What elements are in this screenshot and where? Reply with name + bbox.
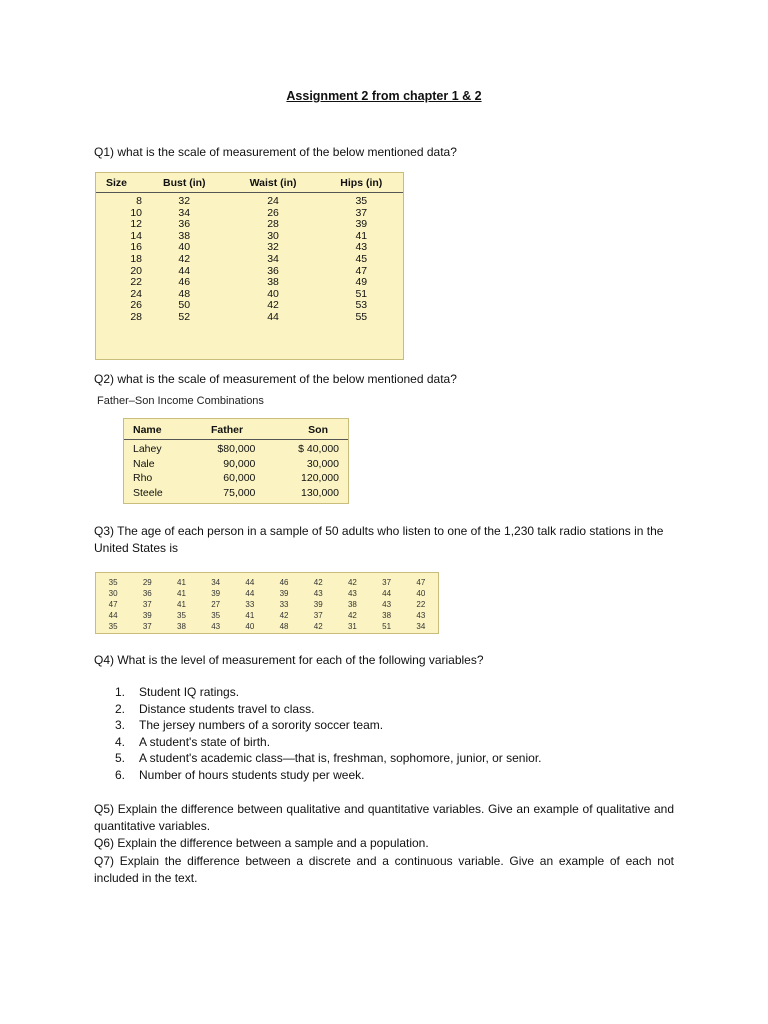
waist-cell: 30 xyxy=(267,229,279,242)
waist-cell: 34 xyxy=(267,252,279,265)
size-table-header-row xyxy=(96,173,403,193)
age-cell: 31 xyxy=(347,622,357,631)
waist-cell: 36 xyxy=(267,264,279,277)
list-item-number: 2. xyxy=(115,701,126,716)
size-table xyxy=(95,172,404,360)
bust-cell: 32 xyxy=(178,195,191,207)
list-item-number: 3. xyxy=(115,718,126,732)
list-item xyxy=(115,717,542,734)
size-cell: 22 xyxy=(130,276,142,289)
age-cell: 33 xyxy=(245,600,255,609)
income-table-row xyxy=(124,440,348,457)
income-table-row xyxy=(124,486,348,501)
age-cell: 41 xyxy=(177,578,186,587)
size-cell: 28 xyxy=(130,310,142,323)
waist-cell: 44 xyxy=(267,310,279,323)
question-6: Q6) Explain the difference between a sample and a population. xyxy=(94,836,429,850)
waist-header: Waist (in) xyxy=(227,173,320,193)
age-cell: 40 xyxy=(245,622,255,631)
hips-cell: 49 xyxy=(355,276,368,289)
hips-cell: 45 xyxy=(355,252,368,265)
size-table-row xyxy=(96,277,403,289)
waist-cell: 42 xyxy=(267,299,279,312)
bust-cell: 42 xyxy=(178,252,191,265)
page-title: Assignment 2 from chapter 1 & 2 xyxy=(286,89,482,103)
age-cell: 37 xyxy=(142,622,152,631)
waist-cell: 28 xyxy=(267,218,279,231)
name-cell: Rho xyxy=(133,472,153,484)
income-table-row xyxy=(124,471,348,486)
age-cell: 48 xyxy=(279,622,289,631)
age-cell: 38 xyxy=(177,622,186,631)
age-cell: 34 xyxy=(211,578,221,587)
bust-header: Bust (in) xyxy=(142,173,227,193)
ages-table-row xyxy=(96,588,438,599)
list-item-text: A student's academic class—that is, freshman, sophomore, junior, or senior. xyxy=(139,751,542,765)
age-cell: 34 xyxy=(416,622,426,631)
list-item-number: 4. xyxy=(115,734,126,749)
question-2: Q2) what is the scale of measurement of the below mentioned data? xyxy=(94,372,457,386)
age-cell: 35 xyxy=(108,578,118,587)
bust-cell: 50 xyxy=(178,299,191,312)
age-cell: 40 xyxy=(416,589,426,598)
hips-cell: 43 xyxy=(355,241,368,254)
age-cell: 41 xyxy=(177,600,186,609)
age-cell: 39 xyxy=(313,600,323,609)
age-cell: 41 xyxy=(177,589,186,598)
age-cell: 43 xyxy=(416,611,426,620)
hips-cell: 39 xyxy=(355,218,368,231)
list-item-number: 1. xyxy=(115,685,126,699)
waist-cell: 26 xyxy=(267,206,279,219)
son-cell: $ 40,000 xyxy=(298,443,339,455)
son-header: Son xyxy=(267,419,348,440)
age-cell: 46 xyxy=(279,578,289,587)
son-cell: 30,000 xyxy=(306,457,339,470)
name-header: Name xyxy=(124,419,187,440)
father-cell: 90,000 xyxy=(223,457,256,470)
age-cell: 37 xyxy=(313,611,323,620)
income-table-row xyxy=(124,457,348,472)
age-cell: 51 xyxy=(382,622,392,631)
age-cell: 39 xyxy=(211,589,221,598)
size-cell: 26 xyxy=(130,299,142,312)
bust-cell: 38 xyxy=(178,229,191,242)
age-cell: 37 xyxy=(382,578,392,587)
age-cell: 39 xyxy=(279,589,289,598)
size-cell: 24 xyxy=(130,287,142,300)
bust-cell: 48 xyxy=(178,287,191,300)
name-cell: Lahey xyxy=(133,443,162,455)
age-cell: 29 xyxy=(142,578,152,587)
ages-table-row xyxy=(96,599,438,610)
age-cell: 44 xyxy=(382,589,392,598)
hips-cell: 37 xyxy=(355,206,368,219)
age-cell: 42 xyxy=(313,622,323,631)
size-cell: 14 xyxy=(130,229,142,242)
size-table-row xyxy=(96,312,403,324)
age-cell: 44 xyxy=(245,578,255,587)
bust-cell: 36 xyxy=(178,218,191,231)
list-item-number: 5. xyxy=(115,751,126,765)
size-cell: 8 xyxy=(136,195,142,207)
age-cell: 42 xyxy=(347,578,357,587)
age-cell: 35 xyxy=(177,611,186,620)
size-cell: 20 xyxy=(130,264,142,277)
list-item xyxy=(115,750,542,767)
size-table-row xyxy=(96,254,403,266)
list-item xyxy=(115,701,542,718)
bust-cell: 40 xyxy=(178,241,191,254)
age-cell: 35 xyxy=(211,611,221,620)
age-cell: 47 xyxy=(416,578,426,587)
age-cell: 30 xyxy=(108,589,118,598)
size-cell: 10 xyxy=(130,206,142,219)
size-cell: 16 xyxy=(130,241,142,254)
father-cell: 75,000 xyxy=(223,486,256,499)
age-cell: 42 xyxy=(313,578,323,587)
age-cell: 44 xyxy=(108,611,118,620)
list-item-number: 6. xyxy=(115,767,126,782)
age-cell: 43 xyxy=(313,589,323,598)
age-cell: 33 xyxy=(279,600,289,609)
list-item-text: Student IQ ratings. xyxy=(139,685,240,699)
list-item-text: The jersey numbers of a sorority soccer team. xyxy=(139,718,384,732)
ages-table xyxy=(95,572,439,634)
age-cell: 47 xyxy=(108,600,118,609)
income-table-header-row xyxy=(124,419,348,440)
waist-cell: 38 xyxy=(267,276,279,289)
age-cell: 38 xyxy=(347,600,357,609)
bust-cell: 34 xyxy=(178,206,191,219)
hips-cell: 53 xyxy=(355,299,368,312)
size-cell: 12 xyxy=(130,218,142,231)
name-cell: Steele xyxy=(133,486,163,499)
father-header: Father xyxy=(187,419,268,440)
question-1: Q1) what is the scale of measurement of the below mentioned data? xyxy=(94,145,457,159)
waist-cell: 24 xyxy=(267,195,279,207)
son-cell: 120,000 xyxy=(301,472,339,484)
list-item-text: Distance students travel to class. xyxy=(139,701,315,716)
ages-table-row xyxy=(96,610,438,621)
age-cell: 43 xyxy=(382,600,392,609)
age-cell: 37 xyxy=(142,600,152,609)
age-cell: 38 xyxy=(382,611,392,620)
age-cell: 22 xyxy=(416,600,426,609)
q4-list xyxy=(115,684,542,783)
question-7: Q7) Explain the difference between a discrete and a continuous variable. Give an example of each not included in the text. xyxy=(94,854,674,885)
hips-cell: 47 xyxy=(355,264,368,277)
father-cell: 60,000 xyxy=(223,472,256,484)
list-item xyxy=(115,734,542,751)
list-item xyxy=(115,767,542,784)
age-cell: 35 xyxy=(108,622,118,631)
age-cell: 43 xyxy=(347,589,357,598)
hips-cell: 51 xyxy=(355,287,368,300)
name-cell: Nale xyxy=(133,457,155,470)
waist-cell: 40 xyxy=(267,287,279,300)
bust-cell: 52 xyxy=(178,310,191,323)
list-item xyxy=(115,684,542,701)
age-cell: 42 xyxy=(347,611,357,620)
hips-cell: 35 xyxy=(355,195,368,207)
bust-cell: 46 xyxy=(178,276,191,289)
question-4: Q4) What is the level of measurement for each of the following variables? xyxy=(94,653,484,667)
question-3: Q3) The age of each person in a sample of 50 adults who listen to one of the 1,230 talk radio stations in the United States is xyxy=(94,524,664,555)
bust-cell: 44 xyxy=(178,264,191,277)
ages-table-row xyxy=(96,621,438,632)
income-table xyxy=(123,418,349,504)
income-table-caption: Father–Son Income Combinations xyxy=(97,395,264,407)
hips-cell: 41 xyxy=(355,229,368,242)
size-cell: 18 xyxy=(130,252,142,265)
size-table-row xyxy=(96,193,403,208)
list-item-text: Number of hours students study per week. xyxy=(139,767,365,782)
question-5: Q5) Explain the difference between qualitative and quantitative variables. Give an example of qualitative and quantitative variables. xyxy=(94,802,674,833)
ages-table-row xyxy=(96,577,438,588)
age-cell: 44 xyxy=(245,589,255,598)
age-cell: 27 xyxy=(211,600,221,609)
father-cell: $80,000 xyxy=(217,443,256,455)
age-cell: 42 xyxy=(279,611,289,620)
size-header: Size xyxy=(96,173,142,193)
age-cell: 41 xyxy=(245,611,255,620)
waist-cell: 32 xyxy=(267,241,279,254)
age-cell: 43 xyxy=(211,622,221,631)
hips-header: Hips (in) xyxy=(320,173,403,193)
age-cell: 39 xyxy=(142,611,152,620)
list-item-text: A student's state of birth. xyxy=(139,734,271,749)
age-cell: 36 xyxy=(142,589,152,598)
son-cell: 130,000 xyxy=(301,486,339,499)
hips-cell: 55 xyxy=(355,310,368,323)
